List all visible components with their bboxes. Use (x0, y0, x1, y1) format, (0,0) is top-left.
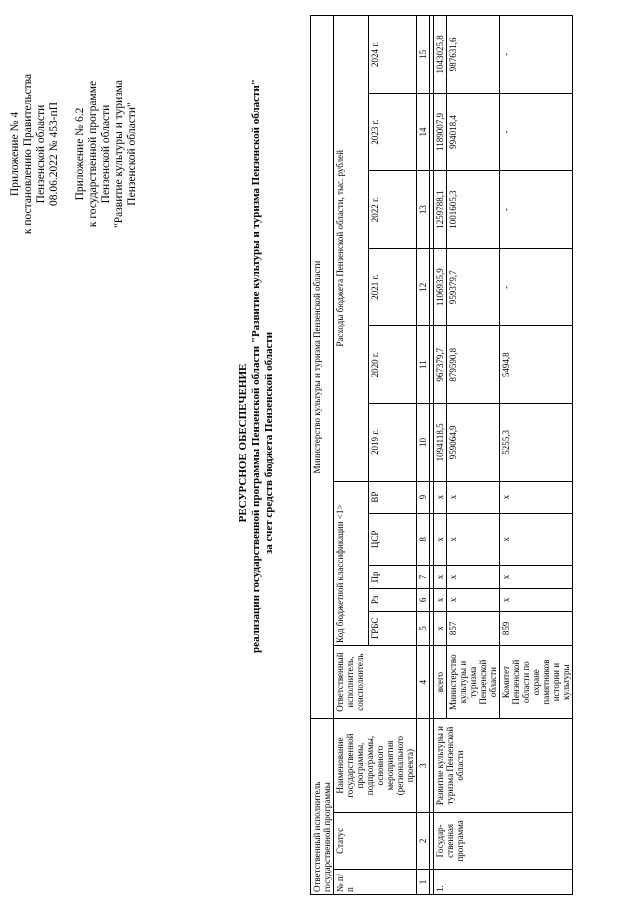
row-2024: - (500, 16, 573, 94)
program-status: Государ-ственная программа (434, 812, 573, 869)
appendix-line: Пензенской области (35, 104, 47, 204)
col-number: 11 (417, 326, 430, 404)
row-grbs: 859 (500, 611, 573, 645)
row-rz: х (500, 588, 573, 611)
header-code-pr: Пр (369, 566, 417, 589)
row-grbs: 857 (447, 611, 500, 645)
col-number: 9 (417, 481, 430, 513)
row-2021: - (500, 248, 573, 326)
col-number: 5 (417, 611, 430, 645)
header-executor: Ответственный исполнитель, соисполнитель (334, 645, 417, 718)
row-2020: 879590,8 (447, 326, 500, 404)
row-rz: х (434, 588, 447, 611)
col-number: 3 (417, 719, 430, 813)
row-vr: х (500, 481, 573, 513)
appendix-note (9, 29, 139, 279)
row-pr: х (500, 566, 573, 589)
row-csr: х (500, 513, 573, 565)
appendix-line: к государственной программе (87, 80, 99, 228)
table-row (434, 16, 447, 895)
appendix-line: Приложение № 4 (9, 111, 21, 197)
header-expenses: Расходы бюджета Пензенской области, тыс. рублей (334, 16, 369, 482)
header-status: Статус (334, 812, 417, 869)
row-rz: х (447, 588, 500, 611)
header-code-vr: ВР (369, 481, 417, 513)
row-vr: х (434, 481, 447, 513)
row-2024: 987631,6 (447, 16, 500, 94)
col-number: 7 (417, 566, 430, 589)
rotated-sheet (5, 3, 635, 903)
col-number: 4 (417, 645, 430, 718)
header-year-2022: 2022 г. (369, 171, 417, 249)
appendix-line: Приложение № 6.2 (74, 107, 86, 201)
header-budget-code: Код бюджетной классификации <1> (334, 481, 369, 645)
col-number: 15 (417, 16, 430, 94)
col-number: 8 (417, 513, 430, 565)
row-vr: х (447, 481, 500, 513)
appendix-line: к постановлению Правительства (22, 73, 34, 235)
appendix-line: Пензенской области (100, 104, 112, 204)
col-number: 14 (417, 93, 430, 171)
header-code-grbs: ГРБС (369, 611, 417, 645)
row-2022: 1001605,3 (447, 171, 500, 249)
row-pr: х (447, 566, 500, 589)
header-code-csr: ЦСР (369, 513, 417, 565)
appendix-line: "Развитие культуры и туризма (113, 80, 125, 228)
heading-title: РЕСУРСНОЕ ОБЕСПЕЧЕНИЕ (237, 363, 249, 523)
row-2024: 1043025,8 (434, 16, 447, 94)
header-year-2020: 2020 г. (369, 326, 417, 404)
header-year-2023: 2023 г. (369, 93, 417, 171)
row-2023: 1189007,9 (434, 93, 447, 171)
row-2020: 5494,8 (500, 326, 573, 404)
header-num: № п/п (334, 869, 417, 894)
appendix-line: Пензенской области" (126, 102, 138, 206)
row-2023: - (500, 93, 573, 171)
row-2021: 1106935,9 (434, 248, 447, 326)
col-number: 1 (417, 869, 430, 894)
col-number: 6 (417, 588, 430, 611)
program-num: 1. (434, 869, 573, 894)
row-2019: 5255,3 (500, 404, 573, 482)
heading-subtitle-2: за счет средств бюджета Пензенской области (263, 331, 275, 555)
appendix-line: 08.06.2022 № 453-пП (48, 102, 60, 207)
row-csr: х (447, 513, 500, 565)
row-2022: - (500, 171, 573, 249)
header-year-2019: 2019 г. (369, 404, 417, 482)
col-number: 10 (417, 404, 430, 482)
header-name: Наименование государственной программы, подпрограммы, основного мероприятия (регионального проекта) (334, 719, 417, 813)
header-year-2024: 2024 г. (369, 16, 417, 94)
row-executor: всего (434, 645, 447, 718)
col-number: 13 (417, 171, 430, 249)
row-2020: 967379,7 (434, 326, 447, 404)
program-name: Развитие культуры и туризма Пензенской области (434, 719, 573, 813)
col-number: 2 (417, 812, 430, 869)
row-executor: Министерство культуры и туризма Пензенской области (447, 645, 500, 718)
resource-table (310, 15, 573, 895)
row-2023: 994018,4 (447, 93, 500, 171)
row-executor: Комитет Пензенской области по охране памятников истории и культуры (500, 645, 573, 718)
row-2019: 1094118,5 (434, 404, 447, 482)
row-2019: 959064,9 (447, 404, 500, 482)
row-pr: х (434, 566, 447, 589)
row-csr: х (434, 513, 447, 565)
header-responsible-executor: Ответственный исполнитель государственной программы (311, 719, 334, 895)
col-number: 12 (417, 248, 430, 326)
header-year-2021: 2021 г. (369, 248, 417, 326)
heading-subtitle: реализации государственной программы Пензенской области "Развитие культуры и туризма Пензенской области" (250, 79, 262, 653)
row-grbs: х (434, 611, 447, 645)
row-2021: 959379,7 (447, 248, 500, 326)
header-ministry: Министерство культуры и туризма Пензенской области (311, 16, 334, 719)
header-code-rz: Рз (369, 588, 417, 611)
row-2022: 1259788,1 (434, 171, 447, 249)
document-heading (237, 79, 276, 653)
